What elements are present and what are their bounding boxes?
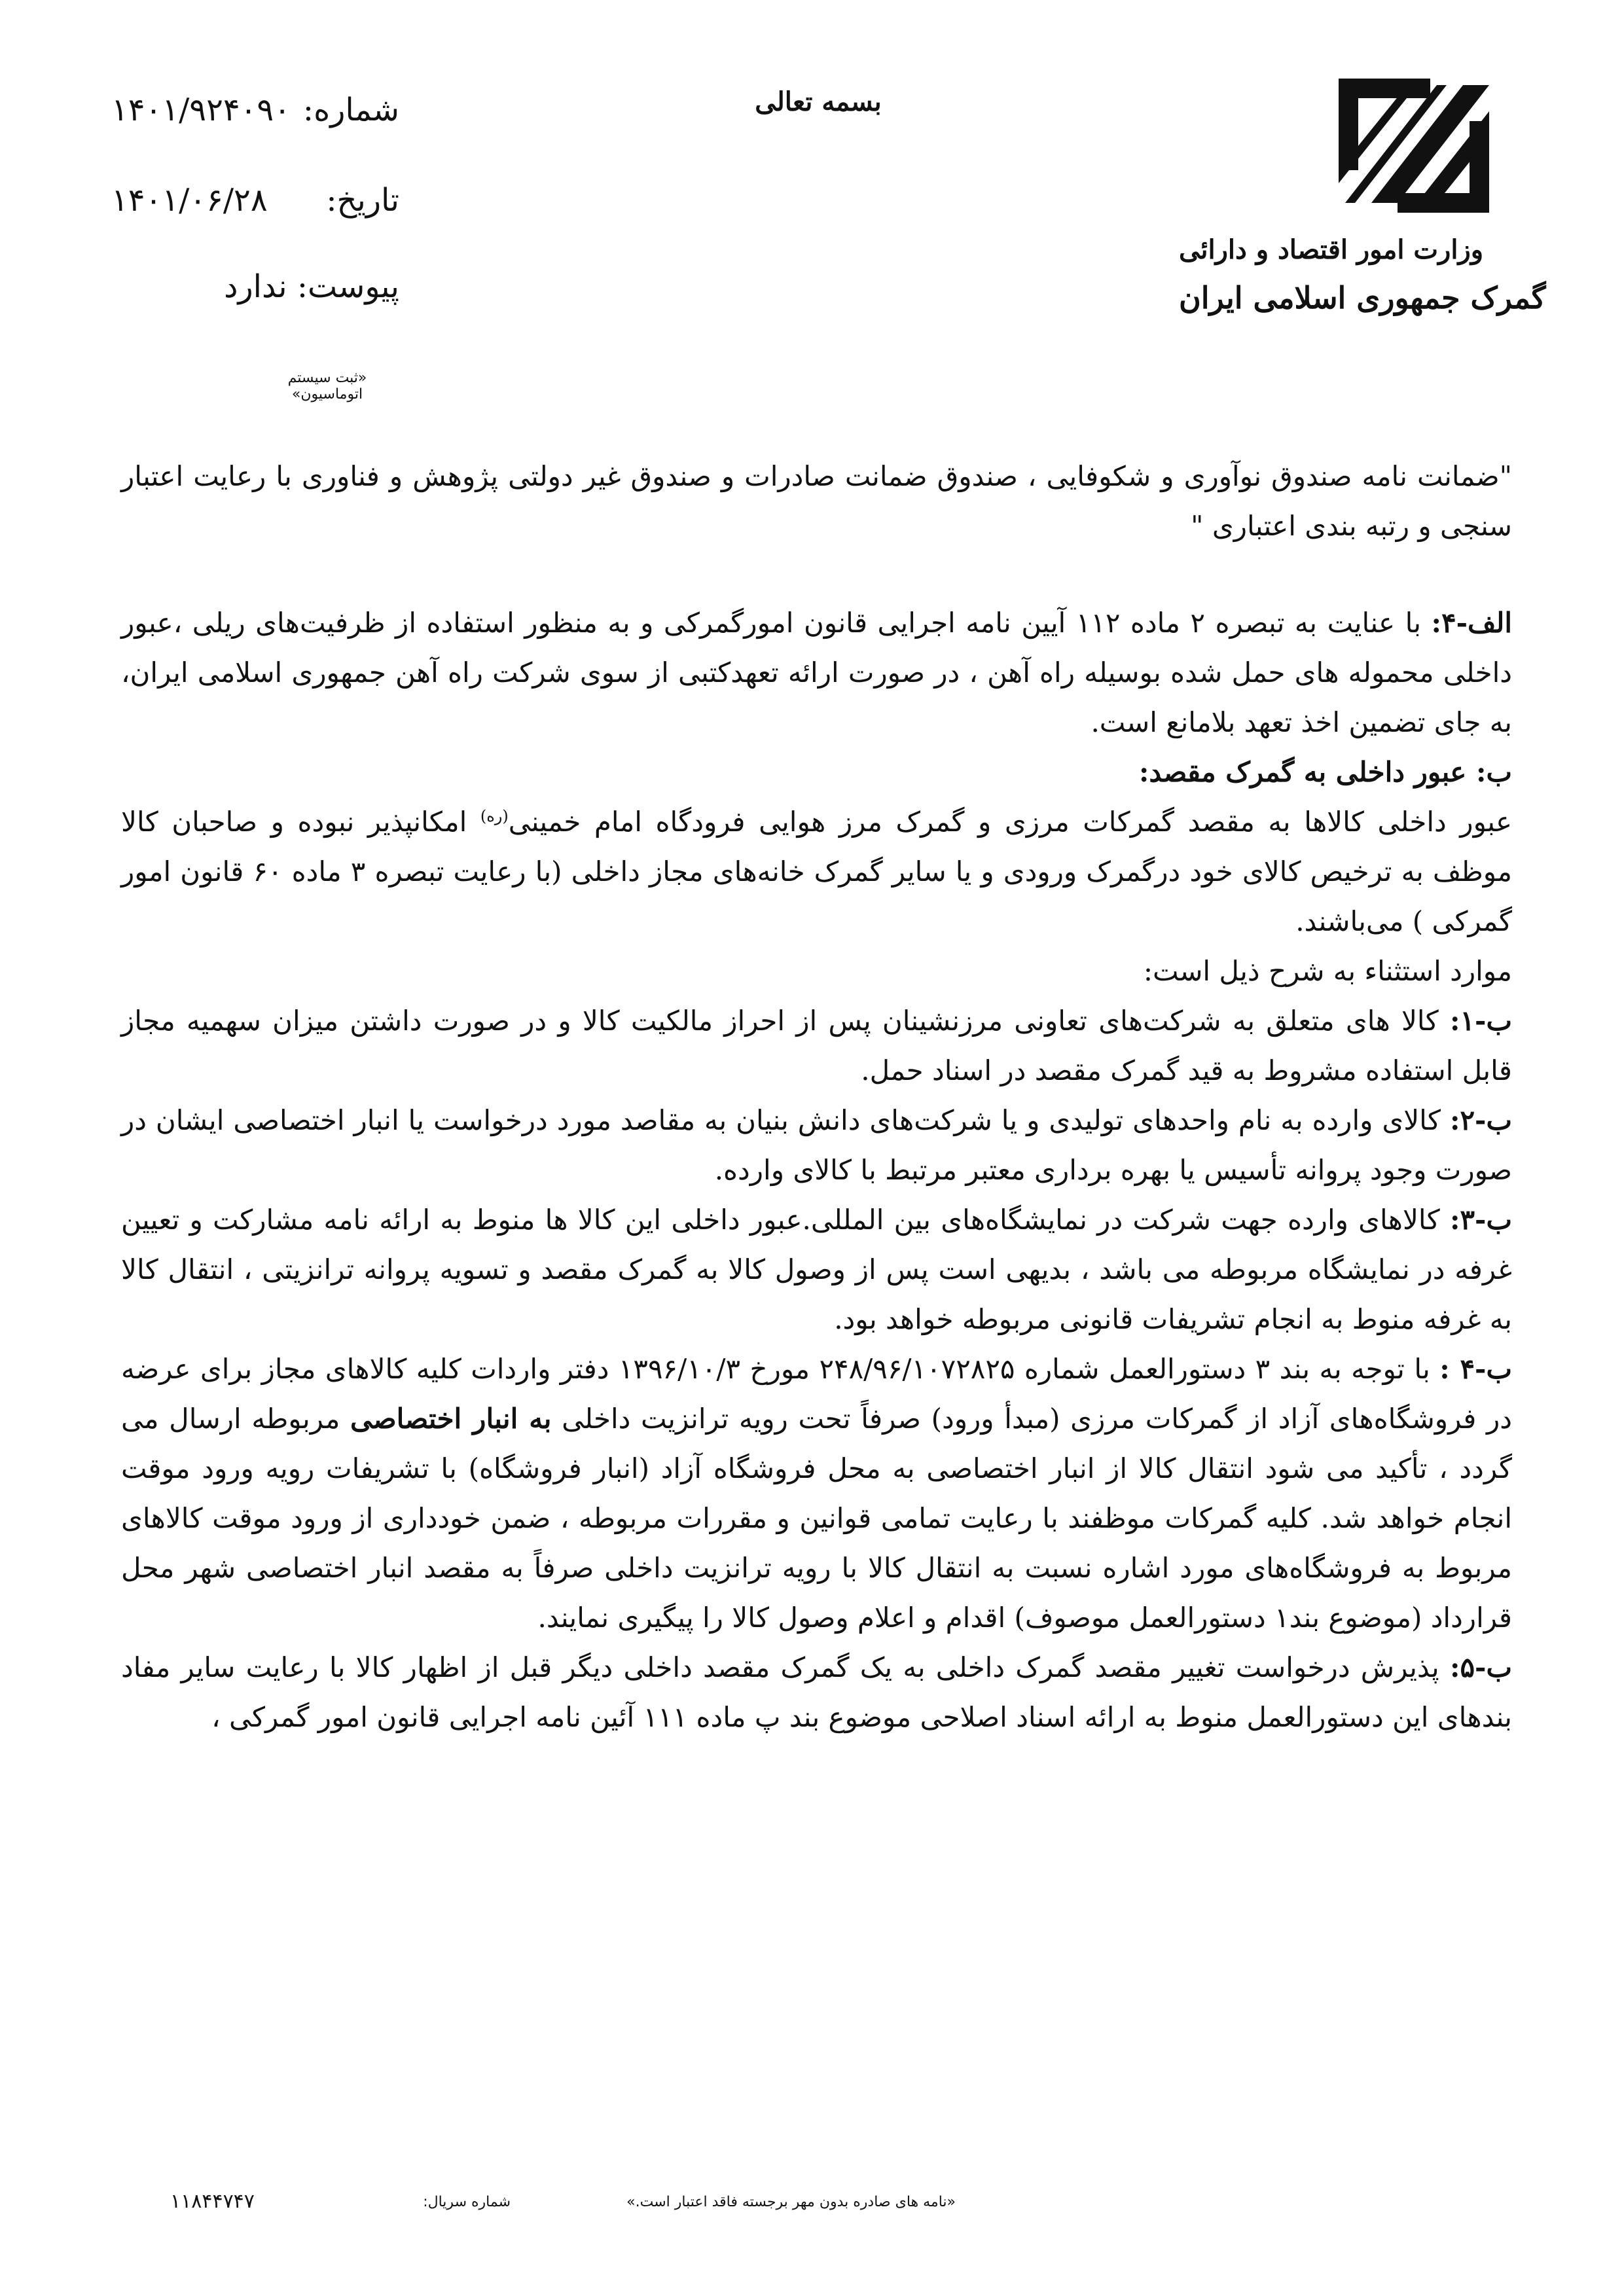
letter-attachment-text: پیوست: ندارد — [224, 268, 399, 305]
paragraph-label: ب-۲: — [1449, 1104, 1512, 1136]
paragraph-label: ب-۱: — [1449, 1005, 1512, 1037]
letter-date-label: تاریخ: — [326, 182, 399, 219]
paragraph-text: عبور داخلی کالاها به مقصد گمرکات مرزی و گمرک مرز هوایی فرودگاه امام خمینی — [508, 806, 1513, 838]
paragraph-b-4 — [121, 1344, 1512, 1643]
paragraph-b-5 — [121, 1643, 1512, 1742]
paragraph-label: ب-۴ : — [1439, 1353, 1512, 1385]
letter-date-value: ۱۴۰۱/۰۶/۲۸ — [111, 182, 268, 219]
paragraph-text: با توجه به بند ۳ دستورالعمل شماره ۲۴۸/۹۶/۱۰۷۲۸۲۵ مورخ ۱۳۹۶/۱۰/۳ دفتر واردات کلیه کالاهای مجاز برای عرضه در فروشگاه‌های آزاد از گمرکات مرزی (مبدأ ورود) صرفاً تحت رویه ترانزیت داخلی — [121, 1353, 1512, 1435]
paragraph-label: ب-۳: — [1449, 1204, 1512, 1236]
letter-number-value: ۱۴۰۱/۹۲۴۰۹۰ — [111, 92, 291, 128]
paragraph-text: کالاهای وارده جهت شرکت در نمایشگاه‌های بین المللی.عبور داخلی این کالا ها منوط به ارائه نامه مشارکت و تعیین غرفه در نمایشگاه مربوطه می باشد ، بدیهی است پس از وصول کالا به گمرک مقصد و تسویه پروانه ترانزیتی ، انتقال کالا به غرفه منوط به انجام تشریفات قانونی مربوطه خواهد بود. — [121, 1204, 1512, 1335]
letter-body — [121, 452, 1512, 1742]
honorific-sup: (ره) — [480, 807, 509, 825]
paragraph-text: مربوطه ارسال می گردد ، تأکید می شود انتقال کالا از انبار اختصاصی به محل فروشگاه آزاد (انبار فروشگاه) با تشریفات رویه ورود موقت انجام خواهد شد. کلیه گمرکات موظفند با رعایت تمامی قوانین و مقررات مربوطه ، ضمن خودداری از ورود موقت کالاهای مربوط به فروشگاه‌های مورد اشاره نسبت به انتقال کالا با رویه ترانزیت داخلی صرفاً به مقصد انبار اختصاصی شهر محل قرارداد (موضوع بند۱ دستورالعمل موصوف) اقدام و اعلام وصول کالا را پیگیری نمایند. — [121, 1403, 1512, 1634]
customs-name: گمرک جمهوری اسلامی ایران — [1179, 280, 1546, 315]
section-b-paragraph — [121, 797, 1512, 946]
exceptions-intro: موارد استثناء به شرح ذیل است: — [1143, 955, 1512, 987]
ministry-name: وزارت امور اقتصاد و دارائی — [1179, 234, 1484, 265]
paragraph-label: الف-۴: — [1431, 607, 1512, 639]
paragraph-label: ب-۵: — [1449, 1651, 1512, 1683]
letter-date — [111, 182, 399, 228]
paragraph-text: کالا های متعلق به شرکت‌های تعاونی مرزنشینان پس از احراز مالکیت کالا و در صورت داشتن میزان سهمیه مجاز قابل استفاده مشروط به قید گمرک مقصد در اسناد حمل. — [121, 1005, 1512, 1086]
automation-registration-note: «ثبت سیستم اتوماسیون» — [287, 370, 367, 403]
bold-phrase: به انبار اختصاصی — [350, 1403, 552, 1435]
paragraph-b-2 — [121, 1096, 1512, 1195]
footer-serial-value: ۱۱۸۴۴۷۴۷ — [170, 2190, 255, 2213]
letter-number — [111, 92, 399, 137]
paragraph-b-3 — [121, 1195, 1512, 1344]
letter-attachment — [216, 268, 399, 314]
footer-validity-note: «نامه های صادره بدون مهر برجسته فاقد اعتبار است.» — [626, 2194, 956, 2210]
basmala-heading: بسمه تعالی — [755, 86, 882, 117]
paragraph-text: با عنایت به تبصره ۲ ماده ۱۱۲ آیین نامه اجرایی قانون امورگمرکی و به منظور استفاده از ظرفیت‌های ریلی ،عبور داخلی محموله های حمل شده بوسیله راه آهن ، در صورت ارائه تعهدکتبی از سوی شرکت راه آهن جمهوری اسلامی ایران، به جای تضمین اخذ تعهد بلامانع است. — [121, 607, 1512, 738]
section-b-heading: ب: عبور داخلی به گمرک مقصد: — [1138, 756, 1512, 788]
customs-emblem-icon — [1332, 72, 1496, 219]
paragraph-b-1 — [121, 996, 1512, 1096]
intro-paragraph: "ضمانت نامه صندوق نوآوری و شکوفایی ، صندوق ضمانت صادرات و صندوق غیر دولتی پژوهش و فناوری با رعایت اعتبار سنجی و رتبه بندی اعتباری " — [121, 460, 1512, 542]
page-footer — [170, 2190, 956, 2220]
letter-number-label: شماره: — [302, 92, 399, 128]
footer-serial-label: شماره سریال: — [423, 2194, 511, 2210]
paragraph-text: امکانپذیر نبوده و صاحبان کالا موظف به ترخیص کالای خود درگمرک ورودی و یا سایر گمرک خانه‌های مجاز داخلی (با رعایت تبصره ۳ ماده ۶۰ قانون امور گمرکی ) می‌باشند. — [121, 806, 1512, 937]
paragraph-text: پذیرش درخواست تغییر مقصد گمرک داخلی به یک گمرک مقصد داخلی دیگر قبل از اظهار کالا با رعایت سایر مفاد بندهای این دستورالعمل منوط به ارائه اسناد اصلاحی موضوع بند پ ماده ۱۱۱ آئین نامه اجرایی قانون امور گمرکی ، — [121, 1651, 1512, 1733]
paragraph-text: کالای وارده به نام واحدهای تولیدی و یا شرکت‌های دانش بنیان به مقاصد مورد درخواست یا انبار اختصاصی ایشان در صورت وجود پروانه تأسیس یا بهره برداری معتبر مرتبط با کالای وارده. — [121, 1104, 1512, 1186]
paragraph-alef-4 — [121, 598, 1512, 747]
